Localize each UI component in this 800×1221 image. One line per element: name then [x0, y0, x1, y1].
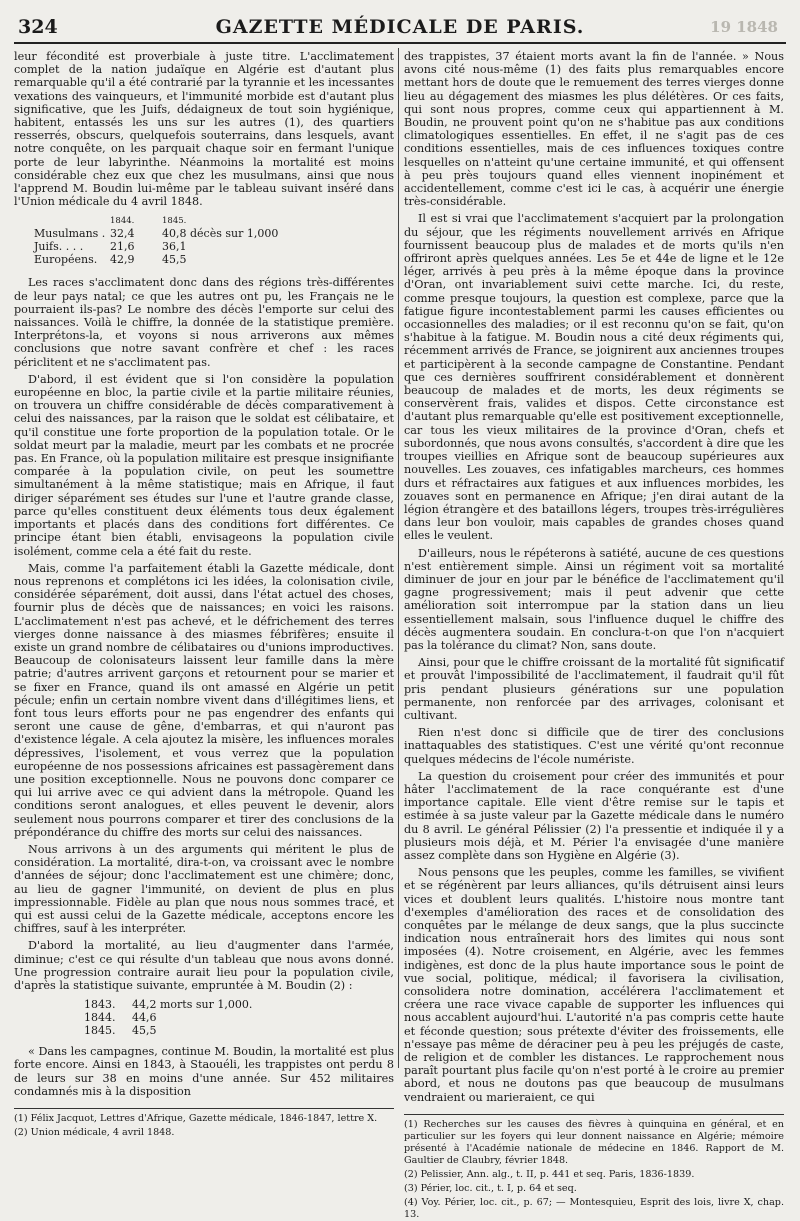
paragraph: Nous pensons que les peuples, comme les familles, se vivifient et se régénèrent par leurs alliances, qu'ils détruisent ainsi leurs vices et doublent leurs qualités. L'histoire nous montre tant d'exemples d'amélioration des races et de consolidation des conquêtes par le mélange de deux sangs, que la plus succincte indication nous entraînerait hors des limites qui nous sont imposées (4). Notre croisement, en Algérie, avec les femmes indigènes, est donc de la plus haute importance sous le point de vue social, politique, médical; il favorisera la civilisation, consolidera notre domination, accélérera l'acclimatement et créera une race vivace capable de supporter les influences qui nous accablent aujourd'hui. L'autorité n'a pas compris cette haute et féconde question; sous prétexte d'éviter des froissements, elle n'essaye pas même de déraciner peu à peu les préjugés de caste, de religion et de combler les distances. Le rapprochement nous paraît pourtant plus facile qu'on n'est porté à le croire au premier abord, et nous ne doutons pas que beaucoup de musulmans vendraient ou marieraient, ce qui	[404, 866, 784, 1104]
footnote-separator	[404, 1114, 784, 1115]
table-row-year: 1843.	[84, 998, 116, 1012]
footnote: (1) Recherches sur les causes des fièvres à quinquina en général, et en particulier sur les foyers qui leur donnent naissance en Algérie; mémoire présenté à l'Académie nationale de médecine en 1846. Rapport de M. Gaultier de Claubry, février 1848.	[404, 1118, 784, 1166]
paragraph: des trappistes, 37 étaient morts avant la fin de l'année. » Nous avons cité nous-même (1) des faits plus remarquables encore mettant hors de doute que le remuement des terres vierges donne lieu au dégagement des miasmes les plus délétères. Or ces faits, qui sont nous propres, comme ceux qui appartiennent à M. Boudin, ne prouvent point qu'on ne s'habitue pas aux conditions climatologiques essentielles. En effet, il ne s'agit pas de ces conditions essentielles, mais de ces influences toxiques contre lesquelles on n'atteint qu'une certaine immunité, et qui offensent à peu près toujours quand elles viennent inopinément et accidentellement, comme c'est ici le cas, à acquérir une énergie très-considérable.	[404, 50, 784, 209]
paragraph: leur fécondité est proverbiale à juste titre. L'acclimatement complet de la nation judaïque en Algérie est d'autant plus remarquable qu'il a été contrarié par la tyrannie et les incessantes vexations des vainqueurs, et l'immunité morbide est d'autant plus significative, que les Juifs, dédaigneux de tout soin hygiénique, habitent, entassés les uns sur les autres (1), des quartiers resserrés, obscurs, quelquefois souterrains, dans lesquels, avant notre conquête, on les parquait chaque soir en fermant l'unique porte de leur labyrinthe. Néanmoins la mortalité est moins considérable chez eux que chez les musulmans, ainsi que nous l'apprend M. Boudin lui-même par le tableau suivant inséré dans l'Union médicale du 4 avril 1848.	[14, 50, 394, 209]
table-row-label: Européens.	[34, 253, 98, 267]
paragraph: La question du croisement pour créer des immunités et pour hâter l'acclimatement de la race conquérante est d'une importance capitale. Elle vient d'être remise sur le tapis et estimée à sa juste valeur par la Gazette médicale dans le numéro du 8 avril. Le général Pélissier (2) l'a pressentie et indiquée il y a plusieurs mois déjà, et M. Périer l'a envisagée d'une manière assez complète dans son Hygiène en Algérie (3).	[404, 769, 784, 862]
footnote: (2) Union médicale, 4 avril 1848.	[14, 1127, 175, 1139]
paragraph: D'abord la mortalité, au lieu d'augmenter dans l'armée, diminue; c'est ce qui résulte d'un tableau que nous avons donné. Une progression contraire aurait lieu pour la population civile, d'après la statistique suivante, empruntée à M. Boudin (2) :	[14, 939, 394, 992]
table-cell: 32,4	[110, 227, 135, 241]
paragraph: Nous arrivons à un des arguments qui méritent le plus de considération. La mortalité, dira-t-on, va croissant avec le nombre d'années de séjour; donc l'acclimatement est une chimère; donc, au lieu de gagner l'immunité, on devient de plus en plus impressionnable. Fidèle au plan que nous nous sommes tracé, et qui est aussi celui de la Gazette médicale, acceptons encore les chiffres, sauf à les interpréter.	[14, 842, 394, 936]
column-divider	[398, 48, 399, 1068]
table-header-1844: 1844.	[110, 216, 135, 227]
paragraph: D'abord, il est évident que si l'on considère la population européenne en bloc, la partie civile et la partie militaire réunies, on trouvera un chiffre considérable de décès comparativement à celui des naissances, par la raison que le soldat est célibataire, et qu'il constitue une forte proportion de la population totale. Or le soldat meurt par la maladie, meurt par les combats et ne procrée pas. En France, où la population militaire est presque insignifiante comparée à la population civile, on peut les soumettre simultanément à la même statistique; mais en Afrique, il faut diriger séparément ses études sur l'une et l'autre grande classe, parce qu'elles constituent deux éléments tous deux également importants et placés dans des conditions fort différentes. Ce principe étant bien établi, envisageons la population civile isolément, comme cela a été fait du reste.	[14, 372, 394, 558]
footnote-separator	[14, 1108, 394, 1109]
footnote: (4) Voy. Périer, loc. cit., p. 67; — Montesquieu, Esprit des lois, livre X, chap. 13.	[404, 1196, 784, 1220]
table-row-year: 1844.	[84, 1011, 116, 1025]
table-row-year: 1845.	[84, 1024, 116, 1038]
page-number: 324	[18, 16, 58, 38]
footnote: (1) Félix Jacquot, Lettres d'Afrique, Gazette médicale, 1846-1847, lettre X.	[14, 1113, 378, 1125]
table-row	[84, 998, 394, 1011]
table-cell: 44,6	[132, 1011, 157, 1025]
page-header	[14, 14, 786, 44]
table-cell: 45,5	[132, 1024, 157, 1038]
table-row	[14, 227, 394, 240]
table-row-label: Musulmans .	[34, 227, 106, 241]
paragraph: Ainsi, pour que le chiffre croissant de la mortalité fût significatif et prouvât l'impossibilité de l'acclimatement, il faudrait qu'il fût pris pendant plusieurs générations sur une population permanente, non renforcée par des arrivages, colonisant et cultivant.	[404, 656, 784, 722]
table-header-row	[14, 216, 394, 227]
table-row	[14, 253, 394, 266]
table-row	[84, 1024, 394, 1037]
right-column	[404, 50, 784, 1220]
paragraph: Les races s'acclimatent donc dans des régions très-différentes de leur pays natal; ce que les autres ont pu, les Français ne le pourraient ils-pas? Le nombre des décès l'emporte sur celui des naissances. Voilà le chiffre, la donnée de la statistique première. Interprétons-la, et voyons si nous arriverons aux mêmes conclusions que notre savant confrère et chef : les races périclitent et ne s'acclimatent pas.	[14, 276, 394, 369]
paragraph: Rien n'est donc si difficile que de tirer des conclusions inattaquables des statistiques. C'est une vérité qu'ont reconnue quelques médecins de l'école numériste.	[404, 726, 784, 766]
table-row-label: Juifs. . . .	[34, 240, 84, 254]
table-cell: 40,8 décès sur 1,000	[162, 227, 279, 241]
mortality-table-races	[14, 216, 394, 266]
bleed-through-text: 19 1848	[710, 18, 778, 36]
paragraph: Il est si vrai que l'acclimatement s'acquiert par la prolongation du séjour, que les régiments nouvellement arrivés en Afrique fournissent beaucoup plus de malades et de morts qu'ils n'en offriront après quelques années. Les 5e et 44e de ligne et le 12e léger, arrivés à peu près à la même époque dans la province d'Oran, ont invariablement suivi cette marche. Ici, du reste, comme presque toujours, la question est complexe, parce que la fatigue figure incontestablement parmi les causes efficientes ou occasionnelles des maladies; or il est reconnu qu'on se fait, qu'on s'habitue à la fatigue. M. Boudin nous a cité deux régiments qui, récemment arrivés de France, se joignirent aux anciennes troupes et participèrent à la seconde campagne de Constantine. Pendant que ces dernières souffrirent considérablement et donnèrent beaucoup de malades et de morts, les deux régiments se conservèrent frais, valides et dispos. Cette circonstance est d'autant plus remarquable qu'elle est positivement exceptionnelle, car tous les vieux militaires de la province d'Oran, chefs et subordonnés, que nous avons consultés, s'accordent à dire que les troupes vieillies en Afrique sont de beaucoup supérieures aux nouvelles. Les zouaves, ces infatigables marcheurs, ces hommes durs et réfractaires aux fatigues et aux influences morbides, les zouaves sont en permanence en Afrique; j'en dirai autant de la légion étrangère et des bataillons légers, troupes très-irrégulières dans leur bon vouloir, mais capables de grandes choses quand elles le veulent.	[404, 212, 784, 543]
table-cell: 36,1	[162, 240, 187, 254]
table-cell: 45,5	[162, 253, 187, 267]
mortality-table-years	[84, 998, 394, 1037]
footnote: (3) Périer, loc. cit., t. I, p. 64 et seq.	[404, 1182, 577, 1194]
footnote: (2) Pelissier, Ann. alg., t. II, p. 441 et seq. Paris, 1836-1839.	[404, 1168, 695, 1180]
table-header-1845: 1845.	[162, 216, 187, 227]
table-row	[14, 240, 394, 253]
table-cell: 42,9	[110, 253, 135, 267]
left-column	[14, 50, 394, 1139]
table-cell: 44,2 morts sur 1,000.	[132, 998, 253, 1012]
table-cell: 21,6	[110, 240, 135, 254]
journal-title: GAZETTE MÉDICALE DE PARIS.	[215, 16, 585, 38]
paragraph: « Dans les campagnes, continue M. Boudin, la mortalité est plus forte encore. Ainsi en 1843, à Staouéli, les trappistes ont perdu 8 de leurs sur 38 en moins d'une année. Sur 452 militaires condamnés mis à la disposition	[14, 1045, 394, 1098]
table-row	[84, 1011, 394, 1024]
paragraph: Mais, comme l'a parfaitement établi la Gazette médicale, dont nous reprenons et complétons ici les idées, la colonisation civile, considérée séparément, doit aussi, dans l'état actuel des choses, fournir plus de décès que de naissances; en voici les raisons. L'acclimatement n'est pas achevé, et le défrichement des terres vierges donne naissance à des miasmes fébrifères; ensuite il existe un grand nombre de célibataires ou d'unions improductives. Beaucoup de colonisateurs laissent leur famille dans la mère patrie; d'autres arrivent garçons et retournent pour se marier et se fixer en France, quand ils ont amassé en Algérie un petit pécule; enfin un certain nombre vivent dans d'illégitimes liens, et font tous leurs efforts pour ne pas engendrer des enfants qui seront une cause de gêne, d'embarras, et qui n'auront pas d'existence légale. A cela ajoutez la misère, les influences morales dépressives, l'isolement, et vous verrez que la population européenne de nos possessions africaines est passagèrement dans une position exceptionnelle. Nous ne pouvons donc comparer ce qui lui arrive avec ce qui advient dans la métropole. Quand les conditions seront analogues, et elles peuvent le devenir, alors seulement nous pourrons comparer et tirer des conclusions de la prépondérance du chiffre des morts sur celui des naissances.	[14, 561, 394, 839]
paragraph: D'ailleurs, nous le répéterons à satiété, aucune de ces questions n'est entièrement simple. Ainsi un régiment voit sa mortalité diminuer de jour en jour par le bénéfice de l'acclimatement qu'il gagne progressivement; mais il peut advenir que cette amélioration soit interrompue par la station dans un lieu essentiellement malsain, sous l'influence duquel le chiffre des décès augmentera soudain. En conclura-t-on que l'on n'acquiert pas la tolérance du climat? Non, sans doute.	[404, 546, 784, 652]
